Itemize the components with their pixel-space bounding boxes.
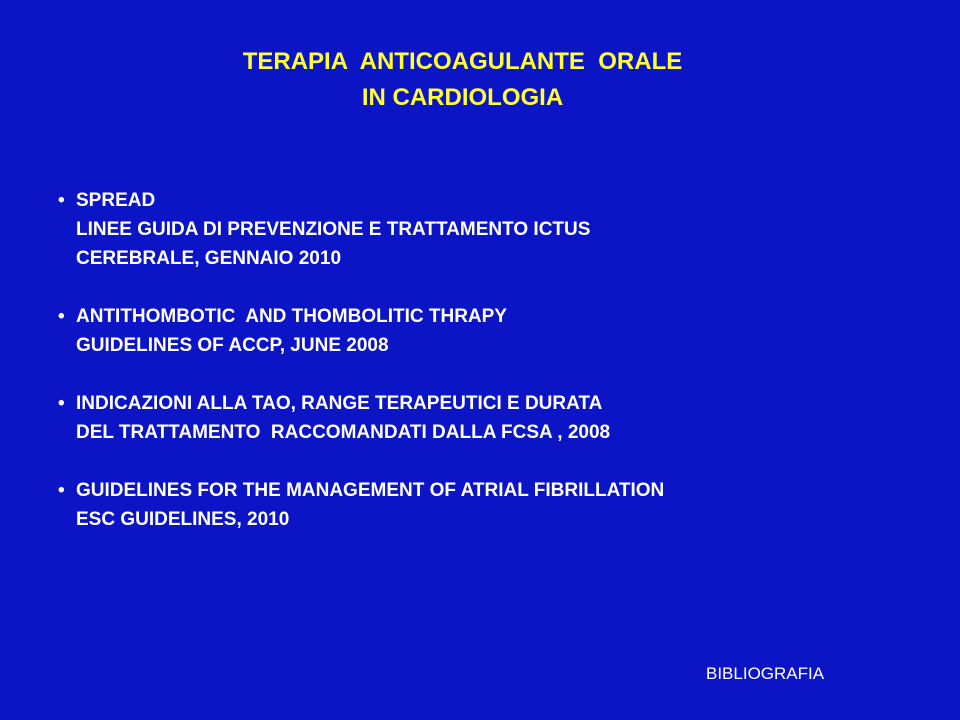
reference-list	[58, 186, 948, 563]
bullet-icon: •	[58, 190, 65, 211]
bullet-icon: •	[58, 480, 65, 501]
reference-line: SPREAD	[76, 190, 156, 211]
bullet-icon: •	[58, 393, 65, 414]
title-line-2: IN CARDIOLOGIA	[361, 84, 564, 111]
reference-item-accp	[58, 302, 948, 360]
reference-item-spread	[58, 186, 948, 273]
reference-line: LINEE GUIDA DI PREVENZIONE E TRATTAMENTO ICTUS	[76, 219, 591, 240]
bullet-icon: •	[58, 306, 65, 327]
reference-item-fcsa	[58, 389, 948, 447]
reference-line: DEL TRATTAMENTO RACCOMANDATI DALLA FCSA , 2008	[76, 422, 611, 443]
reference-line: GUIDELINES OF ACCP, JUNE 2008	[76, 335, 389, 356]
reference-line: CEREBRALE, GENNAIO 2010	[76, 248, 342, 269]
title-line-1: TERAPIA ANTICOAGULANTE ORALE	[242, 48, 683, 75]
slide-title	[0, 44, 925, 116]
reference-item-esc	[58, 476, 948, 534]
footer-label: BIBLIOGRAFIA	[706, 664, 825, 683]
reference-line: ESC GUIDELINES, 2010	[76, 509, 290, 530]
reference-line: INDICAZIONI ALLA TAO, RANGE TERAPEUTICI E DURATA	[76, 393, 603, 414]
reference-line: ANTITHOMBOTIC AND THOMBOLITIC THRAPY	[76, 306, 507, 327]
reference-line: GUIDELINES FOR THE MANAGEMENT OF ATRIAL FIBRILLATION	[76, 480, 665, 501]
